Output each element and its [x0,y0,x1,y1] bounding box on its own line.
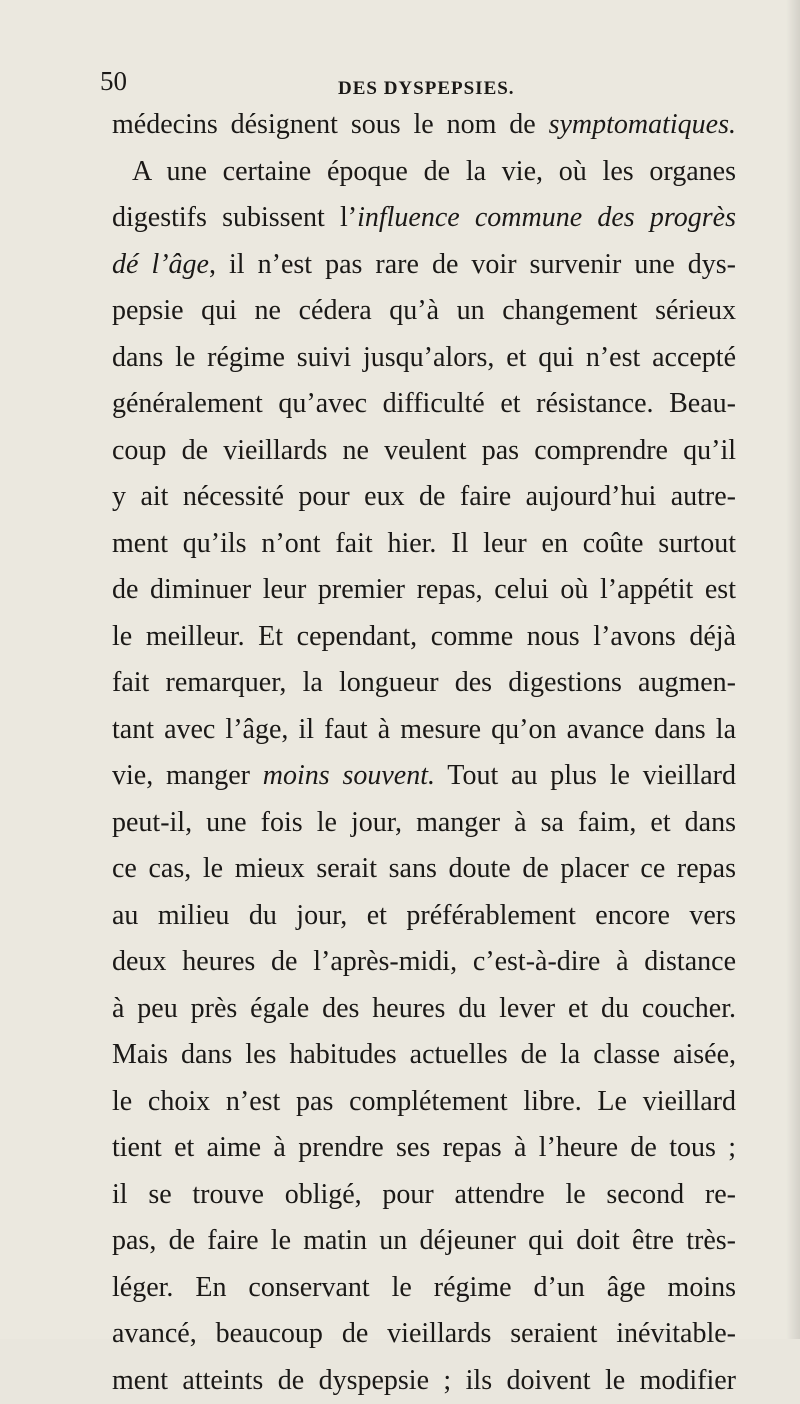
text-run: avancé, beaucoup de vieillards seraient inévitable- [112,1318,736,1349]
text-run: généralement qu’avec difficulté et résistance. Beau- [112,388,736,419]
text-run: il se trouve obligé, pour attendre le second re- [112,1179,736,1210]
text-run: fait remarquer, la longueur des digestions augmen- [112,667,736,698]
text-line [112,381,736,428]
text-run: le meilleur. Et cependant, comme nous l’avons déjà [112,621,736,652]
text-run: tient et aime à prendre ses repas à l’heure de tous ; [112,1132,736,1163]
text-line [112,1079,736,1126]
text-run: digestifs subissent l’ [112,202,357,233]
body-text [112,102,736,1404]
italic-text: moins souvent. [263,760,435,791]
text-run: tant avec l’âge, il faut à mesure qu’on avance dans la [112,714,736,745]
text-run: pepsie qui ne cédera qu’à un changement sérieux [112,295,736,326]
text-line [112,1032,736,1079]
text-run: médecins désignent sous le nom de [112,109,549,140]
text-run: Mais dans les habitudes actuelles de la classe aisée, [112,1039,736,1070]
text-line [112,1218,736,1265]
text-line [112,288,736,335]
text-line [112,1358,736,1404]
text-run: de diminuer leur premier repas, celui où l’appétit est [112,574,736,605]
text-line [112,753,736,800]
text-line [112,567,736,614]
text-line [112,939,736,986]
text-run: y ait nécessité pour eux de faire aujourd’hui autre- [112,481,736,512]
italic-text: influence commune des progrès [357,202,736,233]
text-line [112,614,736,661]
text-run: ment qu’ils n’ont fait hier. Il leur en coûte surtout [112,528,736,559]
text-run: A une certaine époque de la vie, où les organes [132,156,736,187]
text-line [112,707,736,754]
text-run: ce cas, le mieux serait sans doute de placer ce repas [112,853,736,884]
page-header [100,66,720,106]
text-run: pas, de faire le matin un déjeuner qui doit être très- [112,1225,736,1256]
text-line [112,474,736,521]
text-run: deux heures de l’après-midi, c’est-à-dire à distance [112,946,736,977]
page-edge-shadow [786,0,800,1339]
text-line [112,102,736,149]
text-line [112,660,736,707]
text-line [112,242,736,289]
italic-text: symptomatiques. [549,109,736,140]
text-run: peut-il, une fois le jour, manger à sa faim, et dans [112,807,736,838]
text-line [112,521,736,568]
text-line [112,195,736,242]
text-line [112,1125,736,1172]
text-run: vie, manger [112,760,263,791]
text-line [112,1172,736,1219]
text-run: ment atteints de dyspepsie ; ils doivent le modifier [112,1365,736,1396]
text-line [112,1311,736,1358]
text-line [112,149,736,196]
text-line [112,893,736,940]
text-line [112,800,736,847]
page-number: 50 [100,66,127,97]
text-run: le choix n’est pas complétement libre. Le vieillard [112,1086,736,1117]
text-line [112,428,736,475]
text-line [112,1265,736,1312]
running-head: DES DYSPEPSIES. [338,78,515,100]
text-run: dans le régime suivi jusqu’alors, et qui n’est accepté [112,342,736,373]
text-run: au milieu du jour, et préférablement encore vers [112,900,736,931]
italic-text: dé l’âge [112,249,209,280]
text-run: coup de vieillards ne veulent pas comprendre qu’il [112,435,736,466]
text-run: , il n’est pas rare de voir survenir une dys- [209,249,736,280]
text-run: léger. En conservant le régime d’un âge moins [112,1272,736,1303]
text-run: à peu près égale des heures du lever et du coucher. [112,993,736,1024]
text-line [112,986,736,1033]
text-line [112,335,736,382]
text-run: Tout au plus le vieillard [435,760,736,791]
text-line [112,846,736,893]
